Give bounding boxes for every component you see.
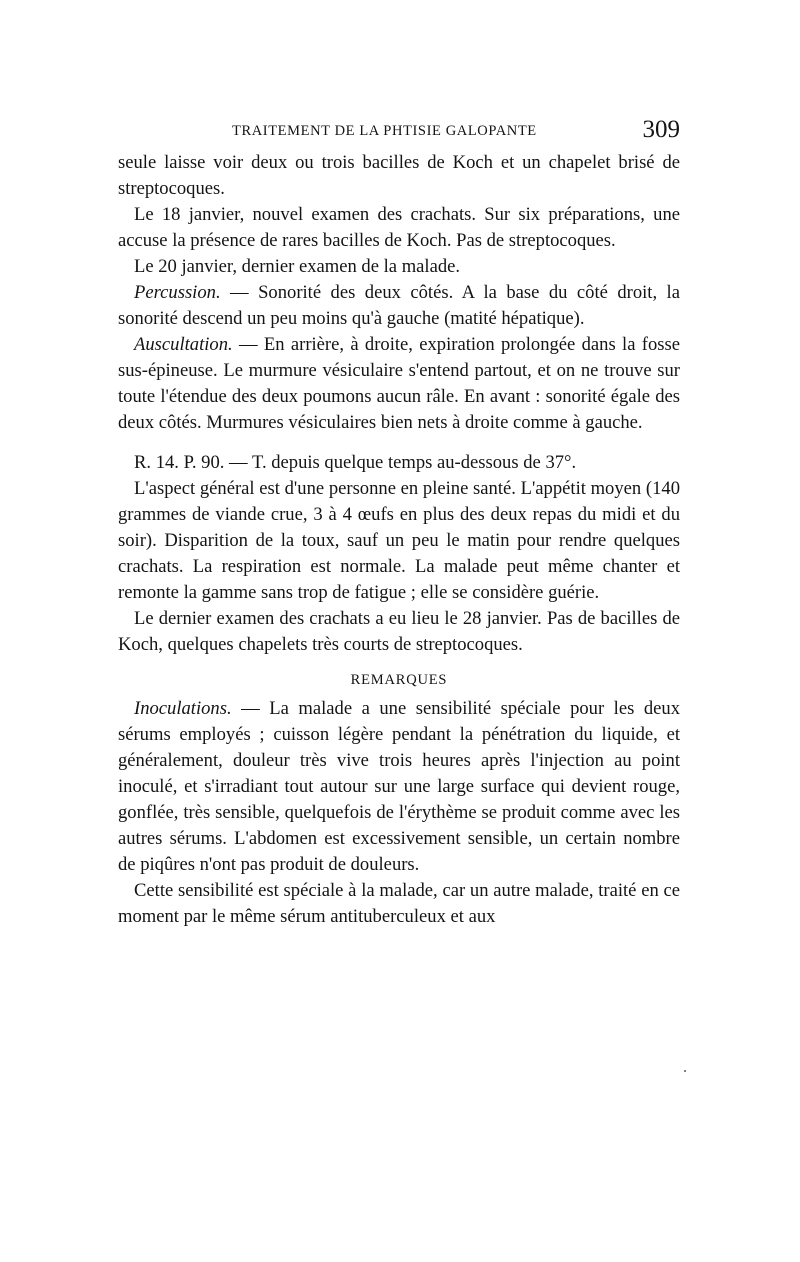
paragraph-inoculations	[118, 696, 680, 878]
page-body	[118, 150, 680, 930]
paragraph-sputum-exam: Le 18 janvier, nouvel examen des crachats. Sur six préparations, une accuse la présence de rares bacilles de Koch. Pas de streptocoques.	[118, 204, 680, 251]
print-speck	[684, 1070, 686, 1072]
paragraph-auscultation	[118, 332, 680, 436]
section-title: REMARQUES	[350, 672, 448, 688]
auscultation-text: — En arrière, à droite, expiration prolongée dans la fosse sus-épineuse. Le murmure vésiculaire s'entend partout, et on ne trouve sur toute l'étendue des deux poumons aucun râle. En avant : sonorité égale des deux côtés. Murmures vésiculaires bien nets à droite comme à gauche.	[118, 334, 680, 433]
inoculations-label: Inoculations.	[134, 698, 232, 719]
paragraph-final-sputum: Le dernier examen des crachats a eu lieu le 28 janvier. Pas de bacilles de Koch, quelques chapelets très courts de streptocoques.	[118, 608, 680, 655]
paragraph-sensitivity: Cette sensibilité est spéciale à la malade, car un autre malade, traité en ce moment par le même sérum antituberculeux et aux	[118, 880, 680, 927]
paragraph-last-exam: Le 20 janvier, dernier examen de la malade.	[134, 256, 461, 277]
page-number: 309	[642, 116, 680, 143]
auscultation-label: Auscultation.	[134, 334, 233, 355]
percussion-label: Percussion.	[134, 282, 221, 303]
paragraph-percussion	[118, 280, 680, 332]
paragraph-vitals: R. 14. P. 90. — T. depuis quelque temps au-dessous de 37°.	[134, 452, 577, 473]
running-head: TRAITEMENT DE LA PHTISIE GALOPANTE	[232, 123, 537, 139]
paragraph-general-aspect: L'aspect général est d'une personne en pleine santé. L'appétit moyen (140 grammes de viande crue, 3 à 4 œufs en plus des deux repas du midi et du soir). Disparition de la toux, sauf un peu le matin pour rendre quelques crachats. La respiration est normale. La malade peut même chanter et remonte la gamme sans trop de fatigue ; elle se considère guérie.	[118, 478, 680, 603]
paragraph-continuation: seule laisse voir deux ou trois bacilles de Koch et un chapelet brisé de streptocoques.	[118, 152, 680, 199]
page-header	[232, 116, 682, 146]
inoculations-text: — La malade a une sensibilité spéciale pour les deux sérums employés ; cuisson légère pendant la pénétration du liquide, et généralement, douleur très vive trois heures après l'injection au point inoculé, et s'irradiant tout autour sur une large surface qui devient rouge, gonflée, très sensible, quelquefois de l'érythème se produit comme avec les autres sérums. L'abdomen est excessivement sensible, un certain nombre de piqûres n'ont pas produit de douleurs.	[118, 698, 680, 875]
percussion-text: — Sonorité des deux côtés. A la base du côté droit, la sonorité descend un peu moins qu'à gauche (matité hépatique).	[118, 282, 680, 329]
